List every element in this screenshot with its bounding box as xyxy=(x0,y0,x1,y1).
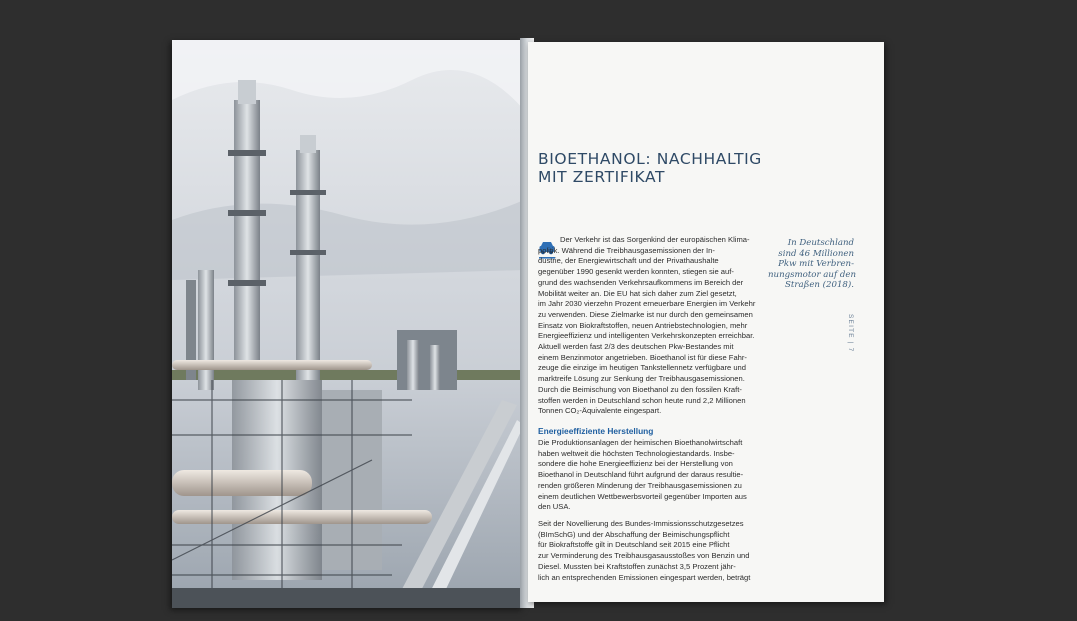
brochure-spread xyxy=(160,32,890,610)
page-title: BIOETHANOL: NACHHALTIG MIT ZERTIFIKAT xyxy=(538,150,762,186)
right-page xyxy=(528,42,884,602)
left-page-photo xyxy=(172,40,524,608)
paragraph-regulation: Seit der Novellierung des Bundes-Immissionsschutzgesetzes (BImSchG) und der Abschaffung der Beimischungspflicht für Biokraftstoffe gilt in Deutschland seit 2015 eine Pflicht zur Verminderung des Treibhausgasausstoßes von Benzin und Diesel. Mussten bei Kraftstoffen zunächst 3,5 Prozent jähr- lich an entsprechenden Emissionen eingespart werden, beträgt xyxy=(538,519,751,582)
intro-paragraph: Der Verkehr ist das Sorgenkind der europäischen Klima- politik. Während die Treibhausgasemissionen der In- dustrie, der Energiewirtschaft und der Privathaushalte gegenüber 1990 gesenkt werden konnten, stiegen sie auf- grund des wachsenden Verkehrsaufkommens im Bereich der Mobilität weiter an. Die EU hat sich daher zum Ziel gesetzt, im Jahr 2030 vierzehn Prozent erneuerbare Energien im Verkehr zu verwenden. Diese Zielmarke ist nur durch den gemeinsamen Einsatz von Biokraftstoffen, neuen Antriebstechnologien, mehr Energieeffizienz und intelligenten Verkehrskonzepten erreichbar. Aktuell werden fast 2/3 des deutschen Pkw-Bestandes mit einem Benzinmotor angetrieben. Bioethanol ist für diese Fahr- zeuge die einzige im heutigen Tankstellennetz verfügbare und marktreife Lösung zur Senkung der Treibhausgasemissionen. Durch die Beimischung von Bioethanol zu den fossilen Kraft- stoffen werden in Deutschland schon heute rund 2,2 Millionen Tonnen CO₂-Äquivalente eingespart. xyxy=(538,235,756,416)
refinery-photo xyxy=(172,40,524,608)
page-label: SEITE | 7 xyxy=(847,314,854,353)
paragraph-production: Die Produktionsanlagen der heimischen Bioethanolwirtschaft haben weltweit die höchsten Technologiestandards. Insbe- sondere die hohe Energieeffizienz bei der Herstellung von Bioethanol in Deutschland führt aufgrund der daraus resultie- renden größeren Minderung der Treibhausgasemissionen zu einem deutlichen Wettbewerbsvorteil gegenüber Importen aus den USA. xyxy=(538,438,747,512)
side-note: In Deutschland sind 46 Millionen Pkw mit Verbren- nungsmotor auf den Straßen (2018). xyxy=(768,238,856,291)
section-subheading: Energieeffiziente Herstellung xyxy=(538,426,654,436)
